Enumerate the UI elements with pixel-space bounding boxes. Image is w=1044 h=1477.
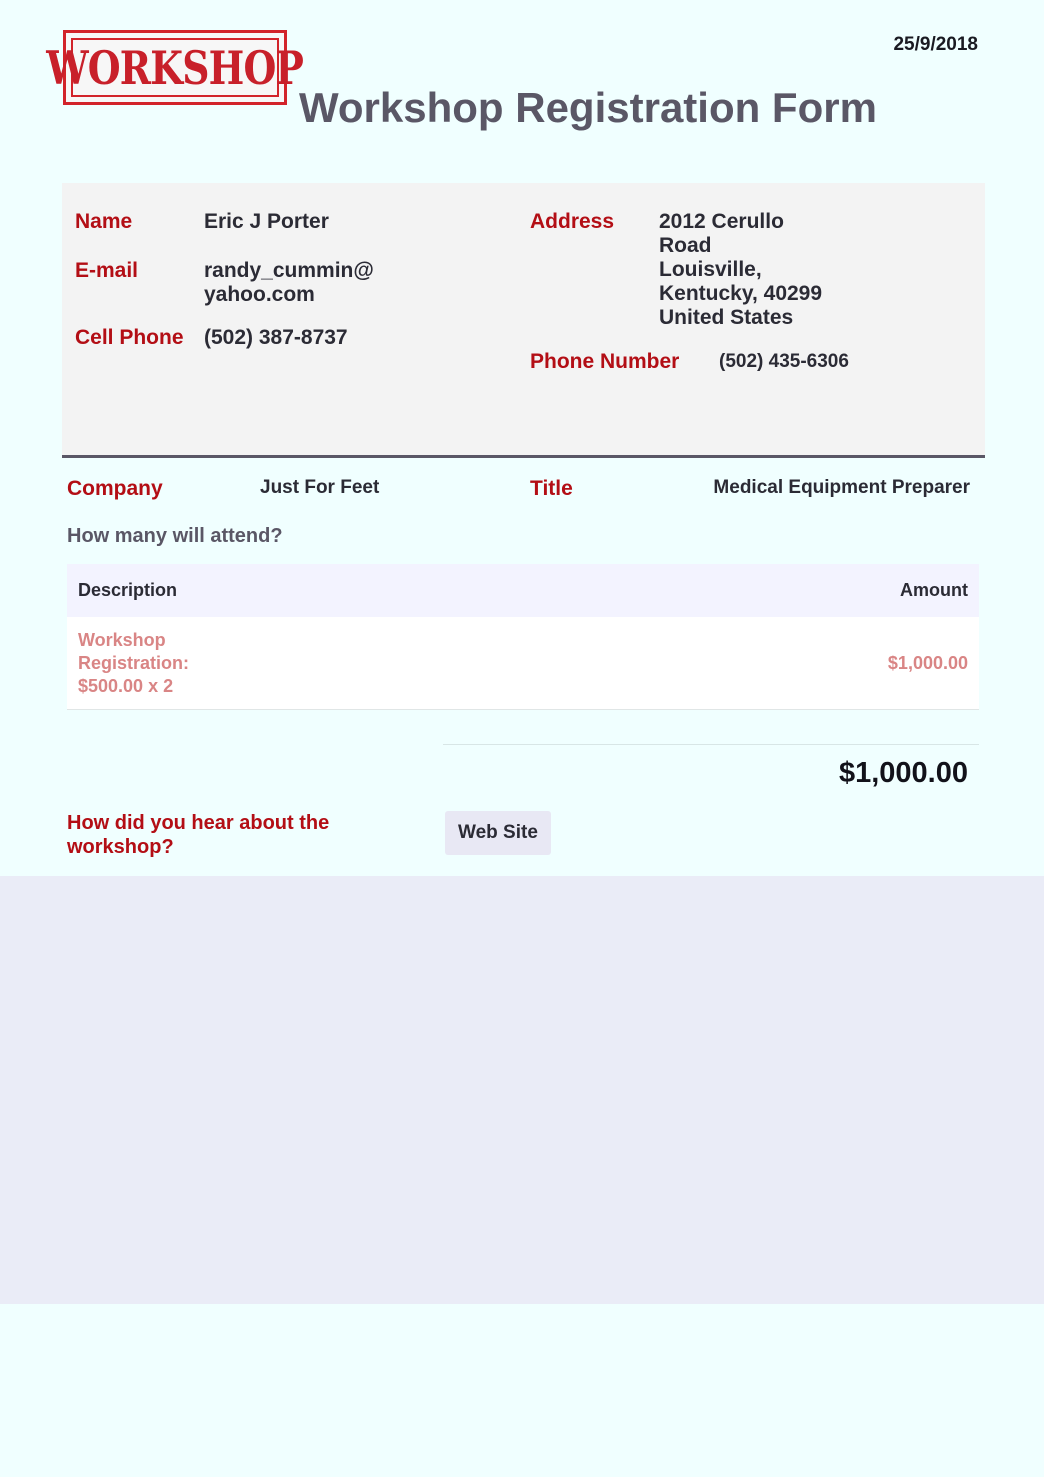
- total-divider: [443, 744, 979, 745]
- amount-column-header: Amount: [900, 580, 968, 600]
- referral-answer-badge: Web Site: [445, 811, 551, 855]
- cell-phone-label: Cell Phone: [75, 326, 184, 349]
- company-label: Company: [67, 477, 163, 500]
- logo-text: WORKSHOP: [46, 40, 304, 95]
- address-line-3: Louisville,: [659, 258, 762, 281]
- name-label: Name: [75, 210, 133, 233]
- address-line-4: Kentucky, 40299: [659, 282, 823, 305]
- row-description-line-1: Workshop: [78, 629, 166, 650]
- footer-band: [0, 876, 1044, 1304]
- table-header: [67, 564, 979, 617]
- description-column-header: Description: [78, 580, 178, 600]
- address-line-2: Road: [659, 234, 712, 257]
- address-line-1: 2012 Cerullo: [659, 210, 784, 233]
- row-description: [78, 629, 228, 698]
- form-date: 25/9/2018: [893, 34, 978, 55]
- row-description-line-2: Registration:: [78, 652, 190, 673]
- name-value: Eric J Porter: [204, 210, 329, 233]
- contact-info-panel: [62, 183, 985, 458]
- email-line-2: yahoo.com: [204, 283, 315, 306]
- row-amount: $1,000.00: [887, 652, 968, 673]
- address-label: Address: [530, 210, 615, 233]
- page-title: Workshop Registration Form: [299, 84, 877, 131]
- email-value: [204, 259, 374, 307]
- row-description-line-3: $500.00 x 2: [78, 675, 174, 696]
- registration-table: [67, 564, 979, 710]
- phone-number-value: (502) 435-6306: [719, 351, 849, 372]
- job-title-value: Medical Equipment Preparer: [713, 477, 970, 498]
- workshop-logo: [46, 30, 304, 105]
- total-amount: $1,000.00: [838, 757, 968, 789]
- table-row: [67, 617, 979, 710]
- phone-number-label: Phone Number: [530, 350, 680, 373]
- cell-phone-value: (502) 387-8737: [204, 326, 348, 349]
- company-value: Just For Feet: [260, 477, 380, 498]
- address-value: [659, 210, 822, 330]
- job-title-label: Title: [530, 477, 573, 500]
- referral-question: How did you hear about the workshop?: [67, 812, 330, 858]
- email-line-1: randy_cummin@: [204, 259, 374, 282]
- email-label: E-mail: [75, 259, 139, 282]
- address-line-5: United States: [659, 306, 794, 329]
- attendance-question: How many will attend?: [67, 525, 283, 547]
